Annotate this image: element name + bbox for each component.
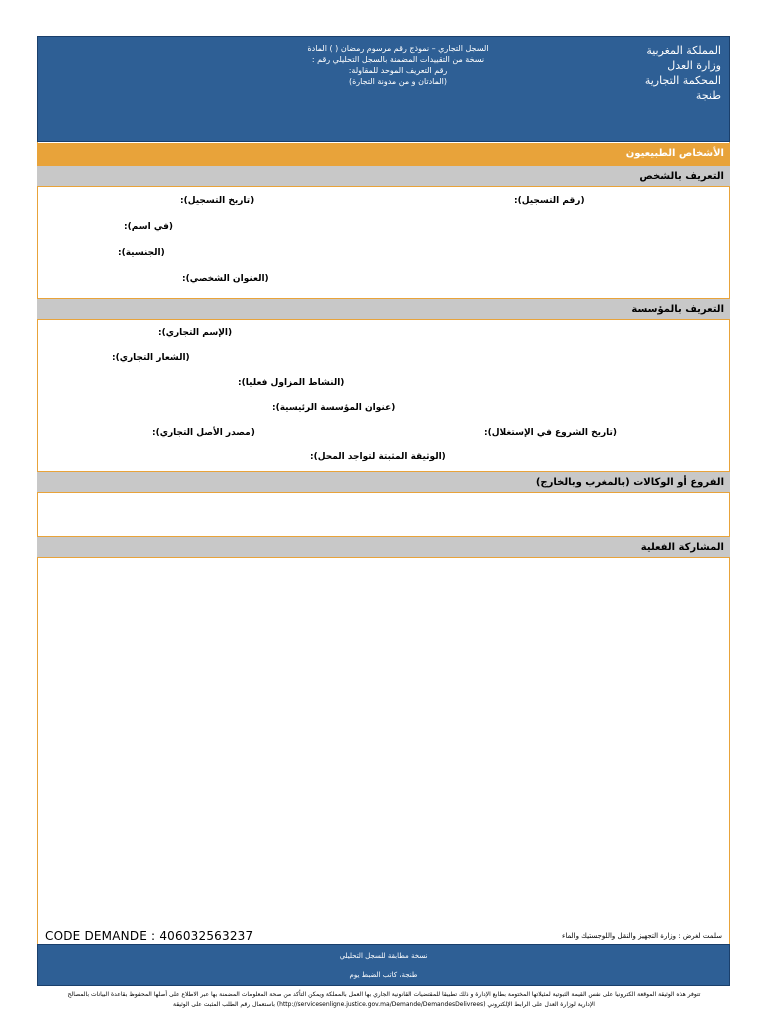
register-form-line: السجل التجاري – نموذج رقم مرسوم رمضان ( ) المادة	[307, 44, 489, 53]
premises-doc-label: (الوثيقة المثبتة لتواجد المحل):	[310, 452, 446, 462]
disclaimer-line-1: تتوفر هذه الوثيقة الموقعة الكترونيا على نفس القيمة الثبوتية لمثيلاتها المختومة بطابع الإدارة و ذلك تطبيقا للمقتضيات القانونية الجاري بها العمل بالمملكة ويمكن التأكد من صحة المعلومات المضمنة بها عبر الاطلاع على أصلها المحفوظ بقاعدة البيانات بالمصالح	[67, 991, 701, 998]
section-establishment-id: التعريف بالمؤسسة	[37, 298, 730, 320]
nationality-label: (الجنسية):	[118, 248, 165, 258]
header-register-info	[233, 43, 563, 87]
kingdom-title: المملكة المغربية	[646, 44, 721, 57]
trade-sign-label: (الشعار التجاري):	[112, 353, 190, 363]
personal-address-label: (العنوان الشخصي):	[182, 274, 269, 284]
section-participation: المشاركة الفعلية	[37, 536, 730, 558]
reg-number-label: (رقم التسجيل):	[514, 196, 585, 206]
disclaimer-line-2: الإدارية لوزارة العدل على الرابط الإلكتروني (http://servicesenligne.justice.gov.ma/Demande/DemandesDelivrees) باستعمال رقم الطلب المثبت على الوثيقة	[173, 1001, 595, 1008]
delivered-for-note: سلمت لغرض : وزارة التجهيز والنقل واللوجستيك والماء	[562, 932, 722, 940]
certification-bar	[37, 944, 730, 986]
header-authority	[645, 43, 721, 103]
register-copy-line: نسخة من التقييدات المضمنة بالسجل التحليلي رقم :	[311, 55, 485, 64]
clerk-signature-text: طنجة، كاتب الضبط يوم	[349, 971, 418, 979]
code-demande: CODE DEMANDE : 406032563237	[45, 929, 254, 943]
reg-date-label: (تاريخ التسجيل):	[180, 196, 255, 206]
section-branches: الفروع أو الوكالات (بالمغرب وبالخارج)	[37, 471, 730, 493]
start-date-label: (تاريخ الشروع في الإستغلال):	[484, 428, 618, 438]
company-id-line: رقم التعريف الموحد للمقاولة:	[348, 66, 448, 75]
articles-line: (المادتان و من مدونة التجارة)	[348, 77, 448, 86]
ministry-title: وزارة العدل	[667, 59, 721, 72]
trade-name-label: (الإسم التجاري):	[158, 328, 233, 338]
city-title: طنجة	[695, 89, 721, 102]
section-natural-persons: الأشخاص الطبيعيون	[37, 143, 730, 165]
activity-label: (النشاط المزاول فعليا):	[238, 378, 345, 388]
origin-label: (مصدر الأصل التجاري):	[152, 428, 255, 438]
main-address-label: (عنوان المؤسسة الرئيسية):	[272, 403, 396, 413]
legal-disclaimer	[0, 990, 768, 1010]
section-person-id: التعريف بالشخص	[37, 165, 730, 187]
document-header	[37, 36, 730, 142]
court-title: المحكمة التجارية	[644, 74, 721, 87]
certified-copy-text: نسخة مطابقة للسجل التحليلي	[339, 952, 428, 960]
in-name-label: (في اسم):	[124, 222, 173, 232]
